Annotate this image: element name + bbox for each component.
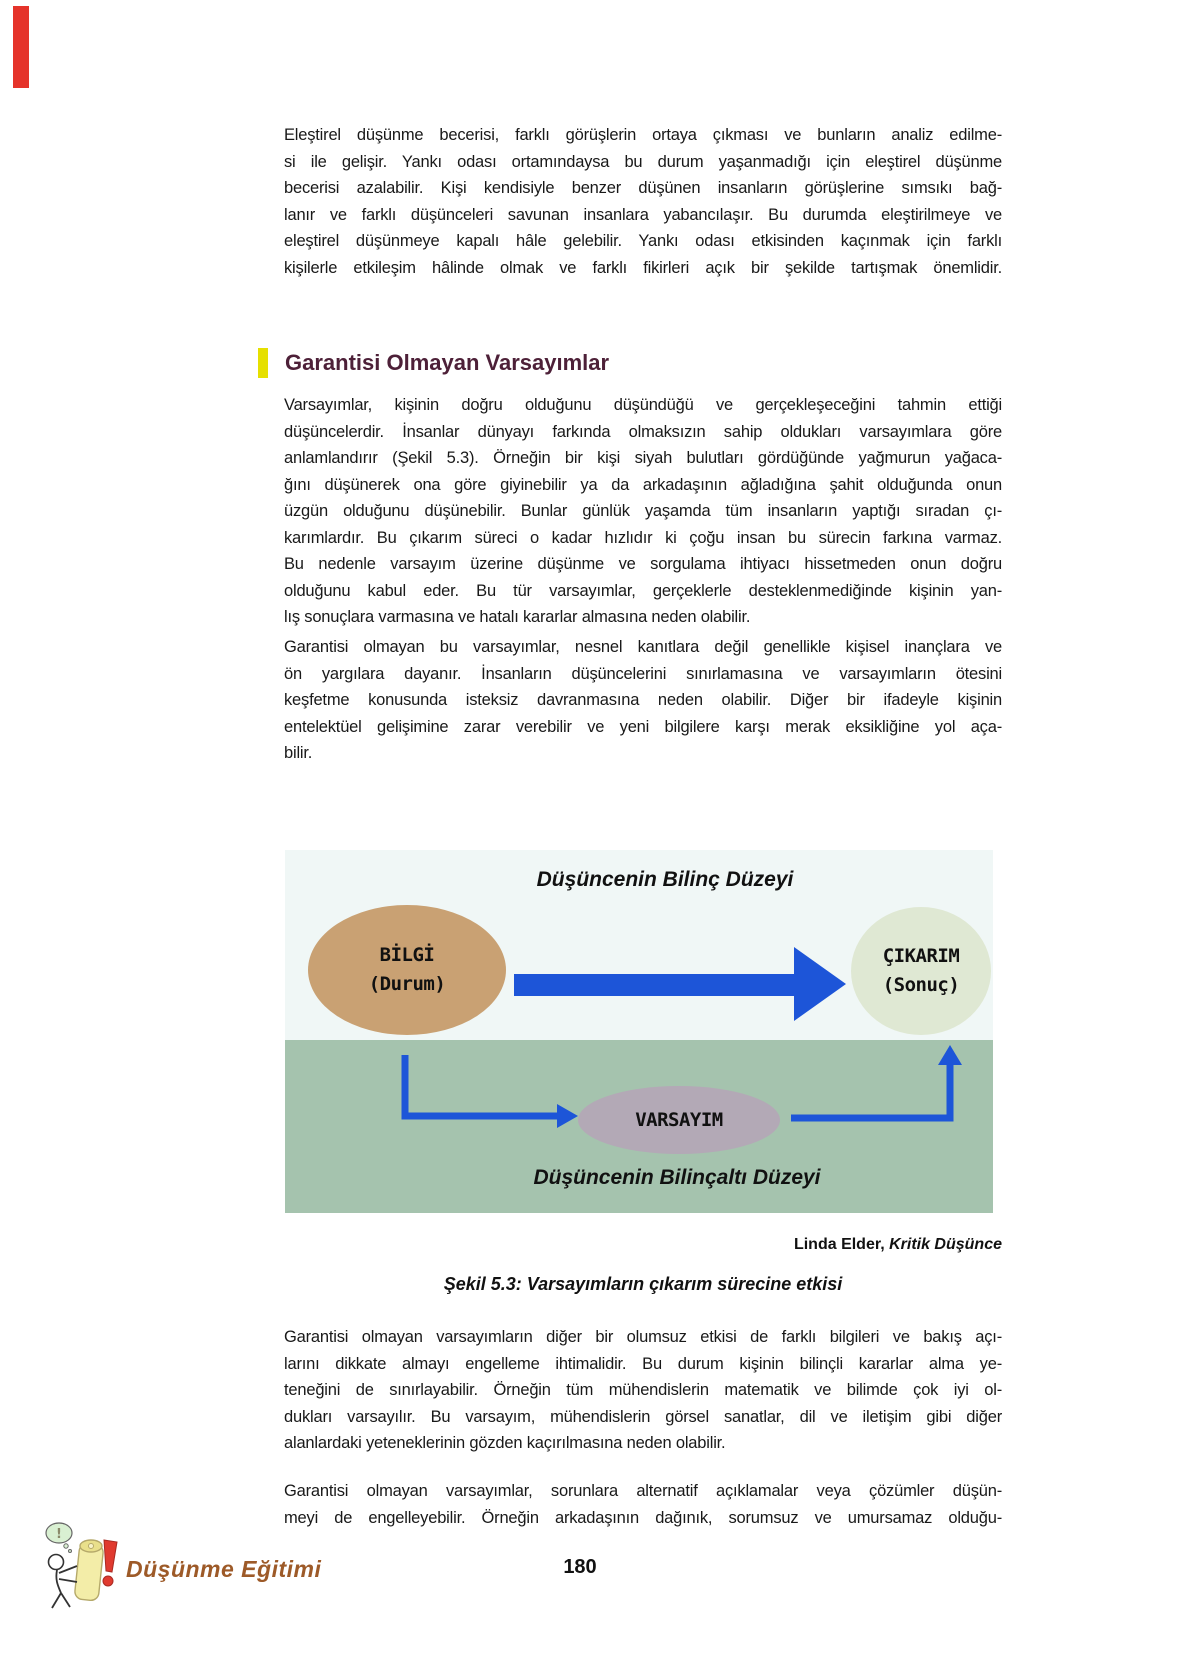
- node-cikarim-subtitle: (Sonuç): [882, 974, 960, 996]
- node-varsayim-title: VARSAYIM: [635, 1108, 723, 1131]
- node-cikarim: [851, 907, 991, 1035]
- paragraph-unwarranted-assumptions: Garantisi olmayan bu varsayımlar, nesnel kanıtlara değil genellikle kişisel inançlara ve ön yargılara dayanır. İnsanların düşüncelerini sınırlamasına ve varsayımların ötesini keşfetme konusunda isteksiz davranmasına neden olabilir. Diğer bir ifadeyle kişinin entelektüel gelişimine zarar verebilir ve yeni bilgilere karşı merak eksikliğine yol aça- bilir.: [284, 638, 1002, 762]
- conscious-level-label: Düşüncenin Bilinç Düzeyi: [536, 868, 794, 891]
- node-cikarim-title: ÇIKARIM: [882, 945, 960, 967]
- attribution-work: Kritik Düşünce: [884, 1236, 1002, 1253]
- arrow-bilgi-to-varsayim-icon: [405, 1055, 557, 1116]
- node-bilgi-subtitle: (Durum): [368, 973, 446, 995]
- figure-attribution: [284, 1236, 1002, 1254]
- attribution-author: Linda Elder,: [793, 1236, 885, 1253]
- figure-5-3-diagram: [285, 850, 993, 1213]
- page-edge-tab: [13, 6, 29, 88]
- node-bilgi: [308, 905, 506, 1035]
- brand-title: Düşünme Eğitimi: [126, 1556, 322, 1582]
- arrow-varsayim-to-cikarim-icon: [791, 1063, 950, 1118]
- paragraph-alternative-solutions: Garantisi olmayan varsayımlar, sorunlara alternatif açıklamalar veya çözümler düşün- meyi de engelleyebilir. Örneğin arkadaşının dağınık, sorumsuz ve umursamaz olduğu-: [284, 1482, 1002, 1527]
- paragraph-negative-effects: Garantisi olmayan varsayımların diğer bir olumsuz etkisi de farklı bilgileri ve bakış açı- larını dikkate almayı engelleme ihtimalidir. Bu durum kişinin bilinçli kararlar alma ye- teneğini de sınırlayabilir. Örneğin tüm mühendislerin matematik ve bilimde çok iyi ol- dukları varsayılır. Bu varsayım, mühendislerin görsel sanatlar, dil ve iletişim gibi diğer alanlardaki yeteneklerinin gözden kaçırılmasına neden olabilir.: [284, 1328, 1002, 1452]
- figure-caption: Şekil 5.3: Varsayımların çıkarım sürecine etkisi: [443, 1274, 843, 1294]
- section-heading: [258, 348, 609, 378]
- paragraph-assumptions-intro: Varsayımlar, kişinin doğru olduğunu düşündüğü ve gerçekleşeceğini tahmin ettiği düşüncelerdir. İnsanlar dünyayı farkında olmaksızın sahip oldukları varsayımlara göre anlamlandırır (Şekil 5.3). Örneğin bir kişi siyah bulutları gördüğünde yağmurun yağaca- ğını düşünerek ona göre giyinebilir ya da arkadaşının ağladığına şahit olduğunda onun üzgün olduğunu düşünebilir. Bunlar günlük yaşamda tüm insanların yaptığı sıradan çı- karımlardır. Bu çıkarım süreci o kadar hızlıdır ki çoğu insan bu sürecin farkına varmaz. Bu nedenle varsayım üzerine düşünme ve sorgulama ihtiyacı hissetmeden onun doğru olduğunu kabul eder. Bu tür varsayımlar, gerçeklerle desteklenmediğinde kişinin yan- lış sonuçlara varmasına ve hatalı kararlar almasına neden olabilir.: [284, 396, 1002, 626]
- paragraph-echo-chamber: Eleştirel düşünme becerisi, farklı görüşlerin ortaya çıkması ve bunların analiz edilme- si ile gelişir. Yankı odası ortamındaysa bu durum yaşanmadığı için eleştirel düşünme becerisi azalabilir. Kişi kendisiyle benzer düşünen insanların görüşlerine sımsıkı bağ- lanır ve farklı düşünceleri savunan insanlara yabancılaşır. Bu durumda eleştirilmeye ve eleştirel düşünmeye kapalı hâle gelebilir. Yankı odası etkisinden kaçınmak için farklı kişilerle etkileşim hâlinde olmak ve farklı fikirleri açık bir şekilde tartışmak önemlidir.: [284, 126, 1002, 277]
- arrow-bilgi-to-cikarim-icon: [514, 947, 846, 1021]
- heading-accent-bar-icon: [258, 348, 268, 378]
- section-heading-text: Garantisi Olmayan Varsayımlar: [285, 350, 610, 375]
- node-varsayim: [578, 1086, 780, 1154]
- thinking-education-logo-icon: [44, 1520, 120, 1612]
- node-bilgi-title: BİLGİ: [379, 944, 435, 966]
- svg-text:!: !: [56, 1527, 62, 1542]
- subconscious-level-label: Düşüncenin Bilinçaltı Düzeyi: [533, 1166, 821, 1189]
- page-number: 180: [563, 1556, 597, 1578]
